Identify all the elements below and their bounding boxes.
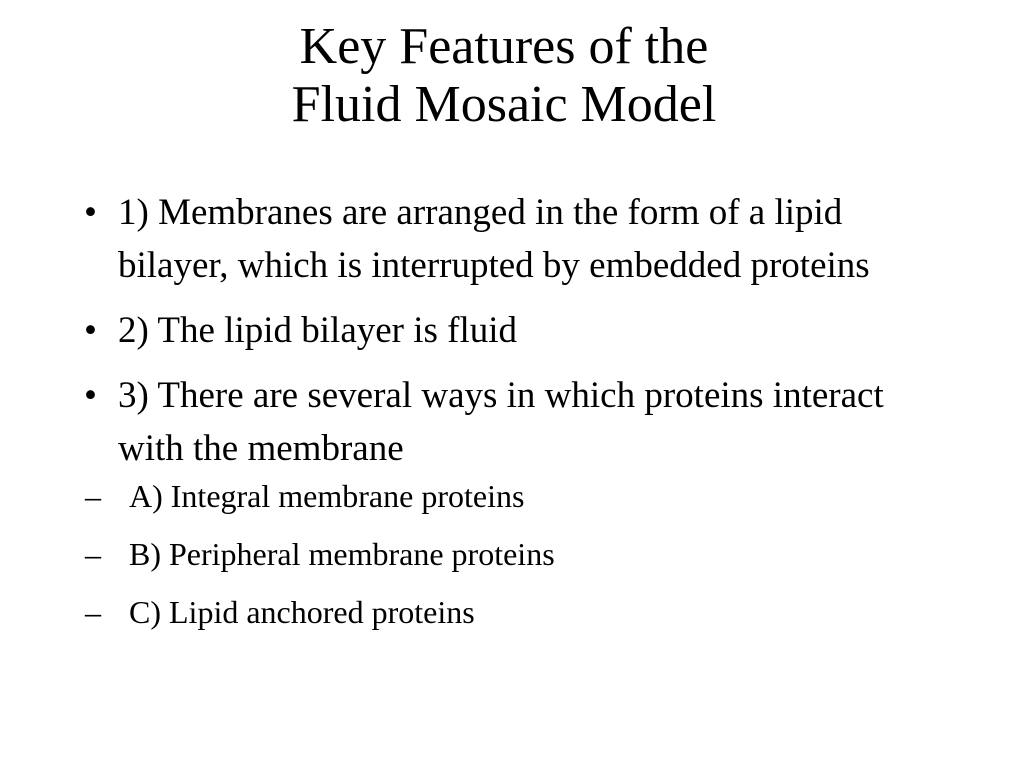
- title-line-1: Key Features of the: [299, 18, 709, 75]
- bullet-dot-icon: •: [84, 375, 97, 416]
- bullet-text: 1) Membranes are arranged in the form of a lipid bilayer, which is interrupted by embedded proteins: [118, 192, 870, 286]
- sub-bullet-item-b: [85, 531, 950, 577]
- sub-bullet-item-c: [85, 589, 950, 635]
- dash-icon: –: [85, 594, 101, 630]
- dash-icon: –: [85, 536, 101, 572]
- sub-bullet-text: C) Lipid anchored proteins: [129, 594, 475, 630]
- bullet-text: 3) There are several ways in which proteins interact with the membrane: [118, 375, 884, 469]
- bullet-dot-icon: •: [84, 310, 97, 351]
- sub-bullet-item-a: [85, 473, 950, 519]
- bullet-list: [70, 186, 950, 635]
- bullet-item-3: [70, 369, 950, 475]
- bullet-text: 2) The lipid bilayer is fluid: [118, 310, 518, 351]
- sub-bullet-list: [70, 473, 950, 635]
- bullet-item-1: [70, 186, 950, 292]
- sub-bullet-text: B) Peripheral membrane proteins: [129, 536, 555, 572]
- dash-icon: –: [85, 478, 101, 514]
- bullet-item-2: [70, 304, 950, 357]
- bullet-dot-icon: •: [84, 192, 97, 233]
- title-line-2: Fluid Mosaic Model: [291, 76, 717, 133]
- slide-title: [0, 18, 1008, 134]
- sub-bullet-group: [70, 473, 950, 635]
- sub-bullet-text: A) Integral membrane proteins: [129, 478, 525, 514]
